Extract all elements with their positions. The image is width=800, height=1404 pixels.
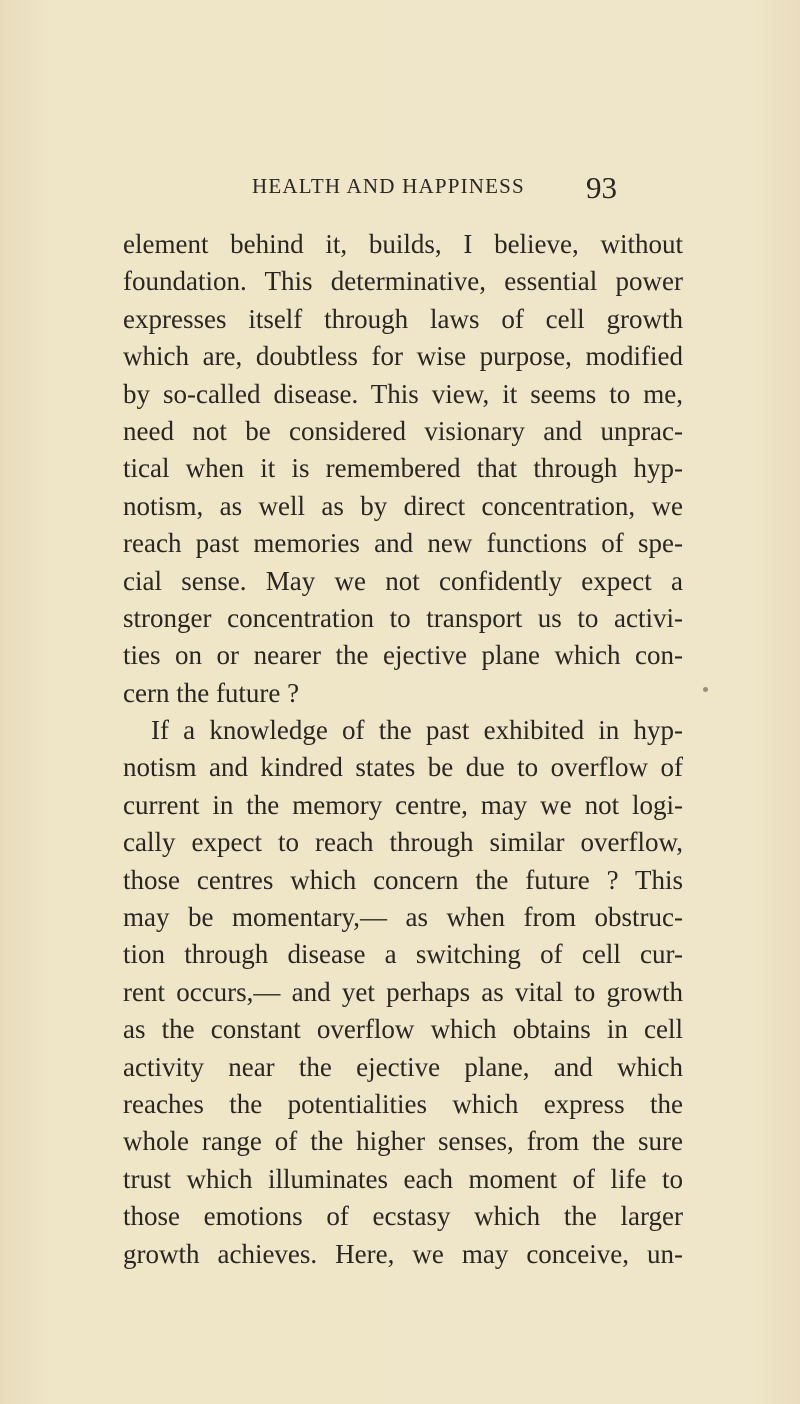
text-line: need not be considered visionary and unprac- (123, 415, 683, 446)
text-line: reach past memories and new functions of spe- (123, 528, 683, 559)
text-line: rent occurs,— and yet perhaps as vital to growth (123, 976, 683, 1007)
body-text (123, 226, 683, 1273)
text-line: which are, doubtless for wise purpose, modified (123, 341, 683, 372)
text-line: by so-called disease. This view, it seems to me, (123, 378, 683, 409)
text-line: element behind it, builds, I believe, without (123, 229, 683, 259)
text-line: stronger concentration to transport us to activi- (123, 602, 683, 633)
text-line: activity near the ejective plane, and which (123, 1051, 683, 1082)
text-line: whole range of the higher senses, from the sure (123, 1126, 683, 1157)
text-line: cern the future ? (123, 677, 300, 708)
text-line: tical when it is remembered that through hyp- (123, 453, 683, 484)
text-line: as the constant overflow which obtains in cell (123, 1014, 683, 1045)
text-line: cally expect to reach through similar overflow, (123, 827, 683, 858)
running-title: HEALTH AND HAPPINESS (252, 174, 525, 198)
text-line: those emotions of ecstasy which the larger (123, 1201, 683, 1232)
text-line: reaches the potentialities which express the (123, 1088, 683, 1119)
text-line: tion through disease a switching of cell cur- (123, 939, 683, 970)
text-line: foundation. This determinative, essential power (123, 266, 683, 297)
text-line: cial sense. May we not confidently expect a (123, 565, 683, 596)
page-number: 93 (586, 170, 617, 205)
text-line: notism, as well as by direct concentration, we (123, 490, 683, 521)
text-line: If a knowledge of the past exhibited in hyp- (151, 715, 683, 746)
page-header (0, 170, 800, 210)
text-line: ties on or nearer the ejective plane which con- (123, 640, 683, 671)
paper-speck (703, 687, 708, 692)
text-line: notism and kindred states be due to overflow of (123, 752, 683, 783)
text-line: growth achieves. Here, we may conceive, un- (123, 1238, 683, 1269)
text-line: expresses itself through laws of cell growth (123, 303, 683, 334)
text-line: those centres which concern the future ? This (123, 864, 683, 895)
text-line: trust which illuminates each moment of life to (123, 1163, 683, 1194)
text-line: may be momentary,— as when from obstruc- (123, 902, 683, 933)
text-line: current in the memory centre, may we not logi- (123, 789, 683, 820)
